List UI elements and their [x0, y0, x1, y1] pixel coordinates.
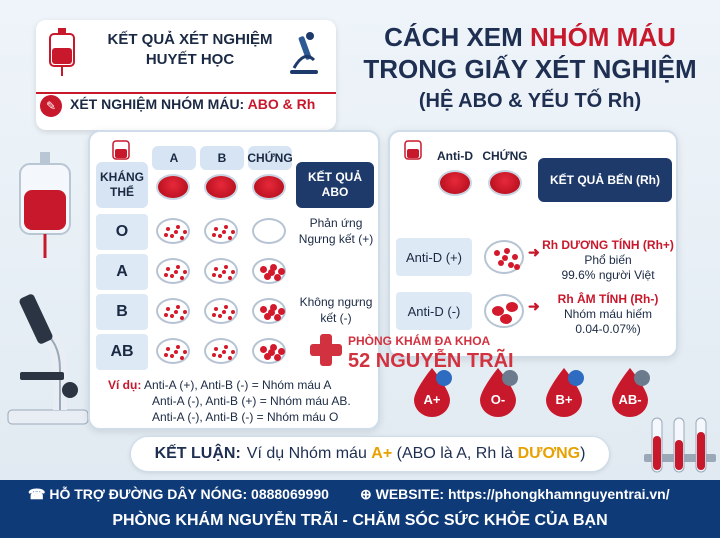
clinic-watermark-line1: PHÒNG KHÁM ĐA KHOA: [348, 334, 491, 348]
agglutination-dot: [224, 265, 228, 269]
rh-agglutination-dot: [502, 255, 508, 261]
microscope-large-icon: [0, 280, 100, 430]
footer-slogan: PHÒNG KHÁM NGUYỄN TRÃI - CHĂM SÓC SỨC KHỎE CỦA BẠN: [112, 512, 608, 529]
rh-agglutination-dot: [514, 264, 520, 270]
abo-result-header: KẾT QUẢ ABO: [296, 162, 374, 208]
rh-reagent-well-anti-d: [438, 170, 472, 196]
rh-red-cell: [506, 302, 518, 312]
agglutination-dot: [183, 270, 187, 274]
clipboard-icon: ✎: [40, 95, 62, 117]
agglutination-dot: [222, 230, 226, 234]
agglutination-dot: [218, 314, 222, 318]
agglutination-dot: [268, 269, 275, 276]
agglutination-dot: [274, 274, 281, 281]
agglutination-dot: [214, 267, 218, 271]
row-label-a: A: [96, 254, 148, 290]
rh-negative-line3: 0.04-0.07%): [575, 322, 641, 336]
agglutination-dot: [170, 314, 174, 318]
report-subtitle: HUYẾT HỌC: [145, 51, 235, 68]
agglutination-dot: [164, 233, 168, 237]
agglutination-dot: [268, 349, 275, 356]
blood-type-label: O-: [490, 392, 506, 407]
agglutination-dot: [224, 305, 228, 309]
agglutination-dot: [218, 274, 222, 278]
agglutination-dot: [228, 236, 232, 240]
report-title: KẾT QUẢ XÉT NGHIỆM: [107, 31, 273, 48]
agglutination-dot: [180, 316, 184, 320]
agglutination-dot: [183, 230, 187, 234]
agglutination-dot: [214, 347, 218, 351]
agglutination-dot: [228, 316, 232, 320]
agglutination-dot: [174, 310, 178, 314]
reagent-well-control: [252, 174, 286, 200]
title-part1: CÁCH XEM: [384, 22, 523, 52]
phone-icon: ☎: [28, 486, 46, 502]
rh-red-cell: [500, 314, 512, 324]
agglutination-dot: [183, 310, 187, 314]
conclusion-text-after: ): [580, 445, 586, 462]
example-line-3: Anti-A (-), Anti-B (-) = Nhóm máu O: [152, 410, 339, 424]
rh-result-header: KẾT QUẢ BẾN (Rh): [538, 158, 672, 202]
abo-result-negative: Không ngưng kết (-): [299, 295, 373, 325]
agglutination-dot: [176, 345, 180, 349]
page-title-line2: TRONG GIẤY XÉT NGHIỆM: [363, 54, 697, 84]
agglutination-dot: [274, 314, 281, 321]
agglutination-dot: [174, 350, 178, 354]
title-highlight: NHÓM MÁU: [530, 22, 676, 52]
hotline-text: HỖ TRỢ ĐƯỜNG DÂY NÓNG: 0888069990: [49, 486, 329, 502]
rh-positive-title: Rh DƯƠNG TÍNH (Rh+): [542, 238, 674, 252]
agglutination-dot: [260, 266, 267, 273]
row-label-ab: AB: [96, 334, 148, 370]
agglutination-dot: [166, 267, 170, 271]
rh-positive-line2: Phổ biến: [584, 253, 632, 267]
rh-negative-line2: Nhóm máu hiếm: [563, 307, 653, 321]
agglutination-dot: [164, 273, 168, 277]
agglutination-dot: [222, 270, 226, 274]
arrow-icon: ➜: [528, 244, 540, 260]
example-text-1: Anti-A (+), Anti-B (-) = Nhóm máu A: [144, 378, 332, 392]
agglutination-dot: [174, 270, 178, 274]
agglutination-dot: [231, 230, 235, 234]
agglutination-dot: [166, 347, 170, 351]
agglutination-dot: [164, 313, 168, 317]
agglutination-dot: [180, 236, 184, 240]
row-label-b: B: [96, 294, 148, 330]
agglutination-dot: [224, 225, 228, 229]
example-line-1: [108, 378, 331, 392]
conclusion-highlight-rh: DƯƠNG: [517, 445, 581, 462]
page-title-line3: (HỆ ABO & YẾU TỐ Rh): [418, 90, 642, 112]
conclusion-text-middle: (ABO là A, Rh là: [396, 445, 514, 462]
page-title: [340, 22, 720, 52]
blood-bag-icon: [44, 28, 80, 78]
agglutination-dot: [212, 233, 216, 237]
agglutination-dot: [212, 313, 216, 317]
col-header-control: CHỨNG: [248, 146, 292, 170]
agglutination-dot: [274, 354, 281, 361]
agglutination-dot: [164, 353, 168, 357]
website-text: WEBSITE: https://phongkhamnguyentrai.vn/: [375, 486, 670, 502]
agglutination-dot: [214, 227, 218, 231]
rh-negative-result: [540, 292, 676, 337]
footer-hotline[interactable]: [28, 486, 329, 503]
example-line-2: Anti-A (-), Anti-B (+) = Nhóm máu AB.: [152, 394, 351, 408]
col-header-anti-d: Anti-D: [437, 149, 473, 163]
agglutination-dot: [166, 307, 170, 311]
agglutination-dot: [224, 345, 228, 349]
agglutination-dot: [212, 353, 216, 357]
conclusion-highlight-type: A+: [371, 445, 393, 462]
agglutination-dot: [260, 306, 267, 313]
agglutination-dot: [176, 305, 180, 309]
rh-agglutination-dot: [494, 250, 500, 256]
blood-bag-small-icon-rh: [402, 138, 424, 164]
agglutination-dot: [180, 356, 184, 360]
footer-website[interactable]: [360, 486, 670, 503]
agglutination-dot: [218, 354, 222, 358]
agglutination-dot: [222, 310, 226, 314]
rh-positive-line3: 99.6% người Việt: [561, 268, 655, 282]
blood-type-label: B+: [555, 392, 573, 407]
agglutination-dot: [218, 234, 222, 238]
col-header-rh-control: CHỨNG: [482, 149, 528, 163]
agglutination-dot: [176, 225, 180, 229]
rh-row-label-negative: Anti-D (-): [396, 292, 472, 330]
rh-row-label-positive: Anti-D (+): [396, 238, 472, 276]
test-type-value: ABO & Rh: [247, 96, 316, 112]
agglutination-dot: [176, 265, 180, 269]
agglutination-dot: [260, 346, 267, 353]
rh-agglutination-dot: [498, 260, 504, 266]
agglutination-dot: [170, 354, 174, 358]
row-label-o: O: [96, 214, 148, 250]
agglutination-dot: [214, 307, 218, 311]
col-header-b: B: [200, 146, 244, 170]
agglutination-dot: [222, 350, 226, 354]
conclusion-label: KẾT LUẬN:: [154, 445, 241, 462]
agglutination-dot: [170, 274, 174, 278]
test-type-label: [70, 96, 315, 112]
agglutination-dot: [231, 310, 235, 314]
rh-agglutination-dot: [512, 254, 518, 260]
agglutination-dot: [228, 356, 232, 360]
agglutination-dot: [212, 273, 216, 277]
test-tubes-icon: [640, 410, 720, 480]
rh-negative-title: Rh ÂM TÍNH (Rh-): [557, 292, 659, 306]
agglutination-dot: [183, 350, 187, 354]
reaction-well: [252, 218, 286, 244]
rh-reagent-well-control: [488, 170, 522, 196]
agglutination-dot: [231, 350, 235, 354]
example-prefix: Ví dụ:: [108, 378, 142, 392]
agglutination-dot: [180, 276, 184, 280]
medical-cross-icon: [308, 332, 344, 368]
reagent-well-a: [156, 174, 190, 200]
blood-type-label: AB-: [618, 392, 642, 407]
col-header-a: A: [152, 146, 196, 170]
test-type-prefix: XÉT NGHIỆM NHÓM MÁU:: [70, 96, 245, 112]
corner-header: KHÁNG THỂ: [96, 162, 148, 208]
blood-type-label: A+: [423, 392, 441, 407]
microscope-icon: [284, 30, 324, 76]
agglutination-dot: [228, 276, 232, 280]
agglutination-dot: [231, 270, 235, 274]
rh-positive-result: [540, 238, 676, 283]
abo-result-positive: Phản ứng Ngưng kết (+): [298, 216, 374, 246]
iv-blood-bag-icon: [10, 150, 80, 260]
rh-agglutination-dot: [504, 248, 510, 254]
arrow-icon: ➜: [528, 298, 540, 314]
agglutination-dot: [268, 309, 275, 316]
conclusion-banner: [130, 436, 610, 472]
agglutination-dot: [174, 230, 178, 234]
blood-bag-small-icon: [110, 138, 132, 164]
agglutination-dot: [166, 227, 170, 231]
conclusion-text-before: Ví dụ Nhóm máu: [246, 445, 367, 462]
clinic-watermark-line2: 52 NGUYỄN TRÃI: [348, 350, 514, 372]
globe-icon: ⊕: [360, 486, 372, 502]
agglutination-dot: [170, 234, 174, 238]
reagent-well-b: [204, 174, 238, 200]
